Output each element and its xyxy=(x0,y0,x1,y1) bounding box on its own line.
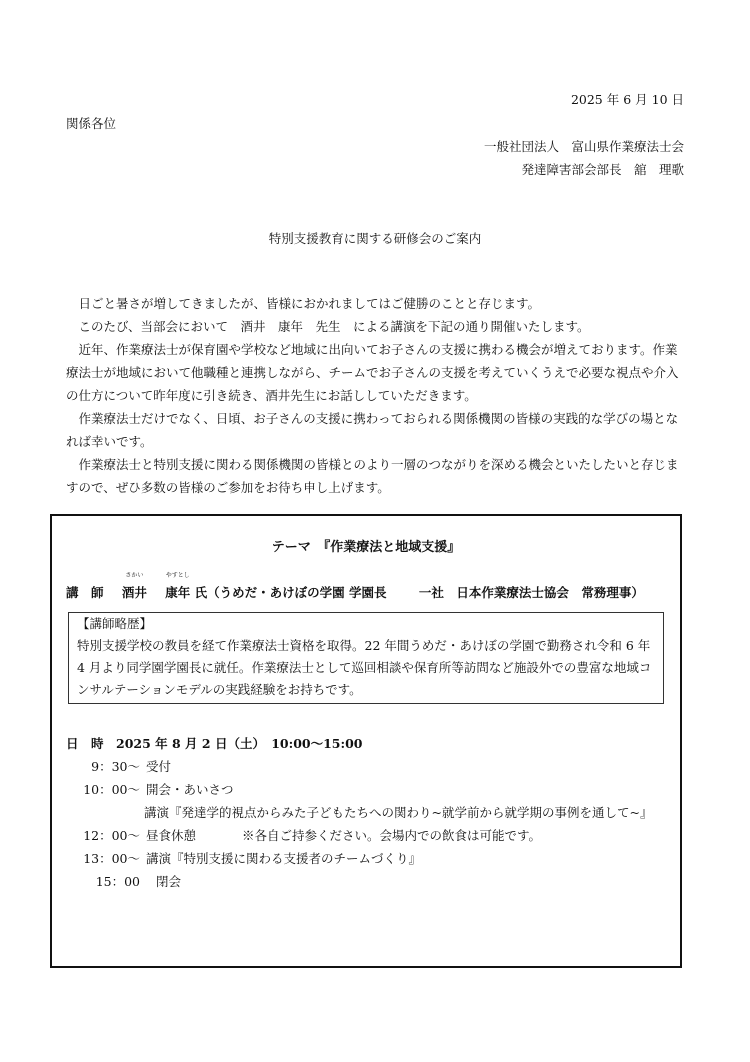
body-paragraph: 作業療法士だけでなく、日頃、お子さんの支援に携わっておられる関係機関の皆様の実践的な学びの場となれば幸いです。 xyxy=(66,411,679,449)
schedule-desc: 閉会 xyxy=(156,874,182,889)
schedule-time: 13：00〜 xyxy=(83,851,140,866)
bio-text: 特別支援学校の教員を経て作業療法士資格を取得。22 年間うめだ・あけぼの学園で勤務され令和 6 年 4 月より同学園学園長に就任。作業療法士として巡回相談や保育所等訪問など施設外での豊富な地域コンサルテーションモデルの実践経験をお持ちです。 xyxy=(77,638,652,697)
sender-person: 発達障害部会部長 舘 理歌 xyxy=(521,162,684,177)
body-paragraph: 日ごと暑さが増してきましたが、皆様におかれましてはご健勝のことと存じます。 xyxy=(78,296,541,311)
schedule-desc: 昼食休憩 xyxy=(146,828,197,843)
given-ruby: やすとし xyxy=(165,572,190,579)
schedule-item xyxy=(66,801,676,824)
bio-heading: 【講師略歴】 xyxy=(77,616,153,631)
lecturer-affiliation: 氏（うめだ・あけぼの学園 学園長 xyxy=(194,585,387,600)
body-paragraph: 近年、作業療法士が保育園や学校など地域に出向いてお子さんの支援に携わる機会が増えております。作業療法士が地域において他職種と連携しながら、チームでお子さんの支援を考えていくうえで必要な視点や介入の仕方について昨年度に引き続き、酒井先生にお話ししていただきます。 xyxy=(66,342,679,403)
letter-body xyxy=(66,292,688,499)
schedule-time: 12：00〜 xyxy=(83,828,140,843)
schedule xyxy=(66,732,676,893)
schedule-time: 9：30〜 xyxy=(91,759,140,774)
lecturer-affiliation-2: 一社 日本作業療法士協会 常務理事） xyxy=(418,585,644,600)
schedule-item xyxy=(66,755,676,778)
schedule-desc: 開会・あいさつ xyxy=(146,782,234,797)
schedule-desc: 講演『特別支援に関わる支援者のチームづくり』 xyxy=(146,851,422,866)
schedule-time: 15：00 xyxy=(95,874,140,889)
event-date-time: 日 時 2025 年 8 月 2 日（土） 10:00〜15:00 xyxy=(66,736,363,751)
lecturer-surname: さかい 酒井 xyxy=(121,572,147,600)
lecturer-line xyxy=(66,572,644,603)
lecturer-bio-box xyxy=(68,612,664,704)
schedule-item xyxy=(66,870,676,893)
schedule-note: 講演『発達学的視点からみた子どもたちへの関わり~就学前から就学期の事例を通して~』 xyxy=(144,805,653,820)
schedule-desc: 受付 xyxy=(146,759,172,774)
schedule-item xyxy=(66,847,676,870)
body-paragraph: 作業療法士と特別支援に関わる関係機関の皆様とのより一層のつながりを深める機会といたしたいと存じますので、ぜひ多数の皆様のご参加をお待ち申し上げます。 xyxy=(66,457,679,495)
recipient: 関係各位 xyxy=(66,116,117,131)
lecturer-given-name: やすとし 康年 xyxy=(165,572,191,600)
schedule-item xyxy=(66,824,676,847)
body-paragraph: このたび、当部会において 酒井 康年 先生 による講演を下記の通り開催いたします。 xyxy=(78,319,590,334)
document-title: 特別支援教育に関する研修会のご案内 xyxy=(268,231,482,246)
schedule-time: 10：00〜 xyxy=(83,782,140,797)
lecturer-label: 講 師 xyxy=(66,585,104,600)
event-details-box xyxy=(50,514,682,968)
schedule-item xyxy=(66,778,676,801)
surname-ruby: さかい xyxy=(125,572,144,579)
theme-heading: テーマ 『作業療法と地域支援』 xyxy=(271,540,461,555)
sender-organization: 一般社団法人 富山県作業療法士会 xyxy=(483,139,684,154)
schedule-note: ※各自ご持参ください。会場内での飲食は可能です。 xyxy=(242,828,542,843)
letter-date: 2025 年 6 月 10 日 xyxy=(570,92,684,107)
